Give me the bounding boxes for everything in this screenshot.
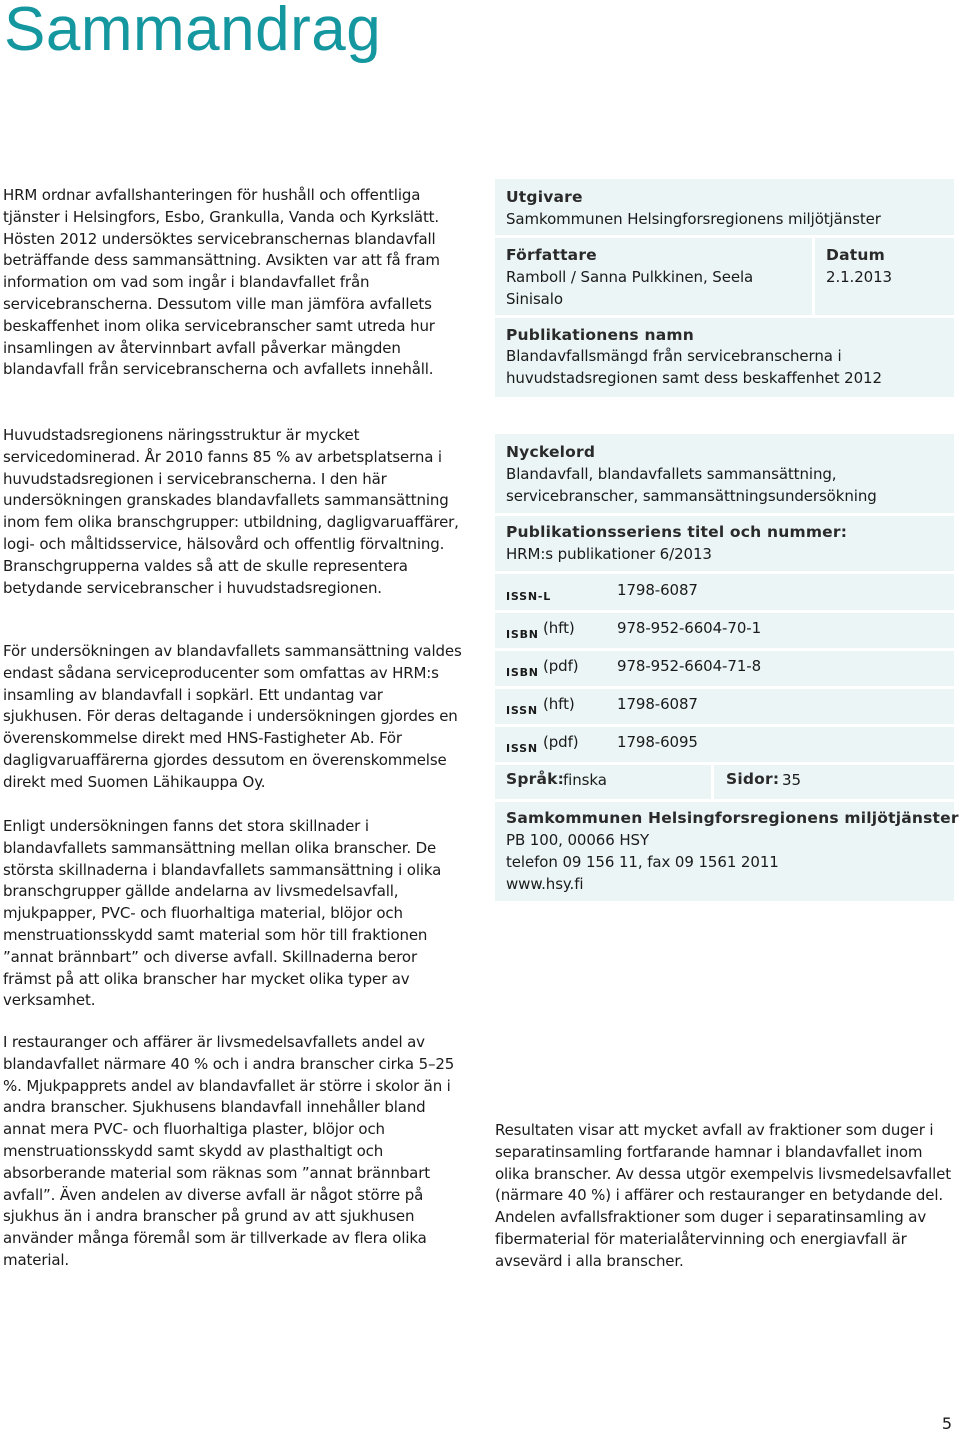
identifier-qualifier: (pdf) bbox=[543, 657, 579, 675]
identifier-value: 1798-6087 bbox=[617, 695, 698, 713]
keywords-value: Blandavfall, blandavfallets sammansättning, servicebranscher, sammansättningsundersökning bbox=[506, 465, 877, 505]
series-value: HRM:s publikationer 6/2013 bbox=[506, 545, 712, 563]
identifier-value: 1798-6087 bbox=[617, 581, 698, 599]
language-label: Språk: bbox=[506, 770, 565, 788]
keywords-label: Nyckelord bbox=[506, 443, 596, 461]
date-label: Datum bbox=[826, 246, 885, 264]
identifier-qualifier: (pdf) bbox=[543, 733, 579, 751]
page-number: 5 bbox=[941, 1414, 952, 1433]
identifier-type: ISSN bbox=[506, 704, 538, 717]
summary-paragraph-1: HRM ordnar avfallshanteringen för hushåll och offentliga tjänster i Helsingfors, Esbo, Grankulla, Vanda och Kyrkslätt. Hösten 2012 undersöktes servicebranschernas blandavfall beträffande dess sammansättning. Avsikten var att få fram information om vad som ingår i blandavfallet från servicebranscherna. Dessutom ville man jämföra avfallets beskaffenhet inom olika servicebranscher samt utreda hur insamlingen av återvinnbart avfall påverkar mängden blandavfall från servicebranscherna och avfallets innehåll. bbox=[3, 186, 440, 379]
identifier-type: ISSN bbox=[506, 742, 538, 755]
author-value: Ramboll / Sanna Pulkkinen, Seela Sinisalo bbox=[506, 268, 754, 308]
summary-paragraph-3: För undersökningen av blandavfallets sammansättning valdes endast sådana serviceproducenter som omfattas av HRM:s insamling av blandavfall i sopkärl. Ett undantag var sjukhusen. För deras deltagande i undersökningen gjordes en överenskommelse direkt med HNS-Fastigheter Ab. För dagligvaruaffärerna gjordes dessutom en överenskommelse direkt med Suomen Lähikauppa Oy. bbox=[3, 642, 462, 791]
publication-info-panel bbox=[495, 179, 954, 397]
pages-value: 35 bbox=[782, 771, 801, 789]
pages-label: Sidor: bbox=[726, 770, 780, 788]
identifier-qualifier: (hft) bbox=[543, 695, 575, 713]
date-value: 2.1.2013 bbox=[826, 268, 892, 286]
language-value: finska bbox=[563, 771, 607, 789]
publisher-label: Utgivare bbox=[506, 188, 583, 206]
page-title: Sammandrag bbox=[4, 0, 382, 64]
identifier-type: ISSN-L bbox=[506, 590, 552, 603]
summary-paragraph-4: Enligt undersökningen fanns det stora skillnader i blandavfallets sammansättning mellan olika branscher. De största skillnaderna i blandavfallets sammansättning i olika branschgrupper gällde andelarna av livsmedelsavfall, mjukpapper, PVC- och fluorhaltiga material, blöjor och menstruationsskydd samt material som hör till fraktionen ”annat brännbart” och diverse avfall. Skillnaderna beror främst på att olika branscher har mycket olika typer av verksamhet. bbox=[3, 817, 442, 1010]
identifier-type: ISBN bbox=[506, 628, 539, 641]
identifier-value: 1798-6095 bbox=[617, 733, 698, 751]
closing-paragraph: Resultaten visar att mycket avfall av fraktioner som duger i separatinsamling fortfarande hamnar i blandavfallet inom olika branscher. Av dessa utgör exempelvis livsmedelsavfallet (närmare 40 %) i affärer och restauranger en betydande del. Andelen avfallsfraktioner som duger i separatinsamling av fibermaterial för materialåtervinning och energiavfall är avsevärd i alla branscher. bbox=[495, 1121, 951, 1270]
publisher-value: Samkommunen Helsingforsregionens miljötjänster bbox=[506, 210, 881, 228]
organisation-phone: telefon 09 156 11, fax 09 1561 2011 bbox=[506, 853, 779, 871]
identifier-type: ISBN bbox=[506, 666, 539, 679]
series-label: Publikationsseriens titel och nummer: bbox=[506, 523, 848, 541]
identifier-qualifier: (hft) bbox=[543, 619, 575, 637]
organisation-website[interactable]: www.hsy.fi bbox=[506, 875, 584, 893]
organisation-address: PB 100, 00066 HSY bbox=[506, 831, 650, 849]
summary-paragraph-2: Huvudstadsregionens näringsstruktur är mycket servicedominerad. År 2010 fanns 85 % av arbetsplatserna i huvudstadsregionen i servicebranscherna. I den här undersökningen granskades blandavfallets sammansättning inom fem olika branschgrupper: utbildning, dagligvaruaffärer, logi- och måltidsservice, hälsovård och offentlig förvaltning. Branschgrupperna valdes så att de skulle representera betydande servicebranscher i huvudstadsregionen. bbox=[3, 426, 459, 597]
summary-paragraph-5: I restauranger och affärer är livsmedelsavfallets andel av blandavfallet närmare 40 % och i andra branscher cirka 5–25 %. Mjukpapprets andel av blandavfallet är större i skolor än i andra branscher. Sjukhusens blandavfall innehåller bland annat mera PVC- och fluorhaltiga plaster, blöjor och menstruationsskydd samt skydd av plasthaltigt och absorberande material som räknas som ”annat brännbart avfall”. Även andelen av diverse avfall är något större på sjukhus än i andra branscher på grund av att sjukhusen använder många föremål som är tillverkade av flera olika material. bbox=[3, 1033, 455, 1269]
publication-name-value: Blandavfallsmängd från servicebranscherna i huvudstadsregionen samt dess beskaffenhet 2012 bbox=[506, 347, 882, 387]
author-label: Författare bbox=[506, 246, 597, 264]
publication-name-label: Publikationens namn bbox=[506, 326, 694, 344]
identifier-value: 978-952-6604-70-1 bbox=[617, 619, 762, 637]
publication-details-panel bbox=[495, 434, 959, 901]
organisation-name: Samkommunen Helsingforsregionens miljötjänster bbox=[506, 809, 959, 827]
identifier-value: 978-952-6604-71-8 bbox=[617, 657, 762, 675]
